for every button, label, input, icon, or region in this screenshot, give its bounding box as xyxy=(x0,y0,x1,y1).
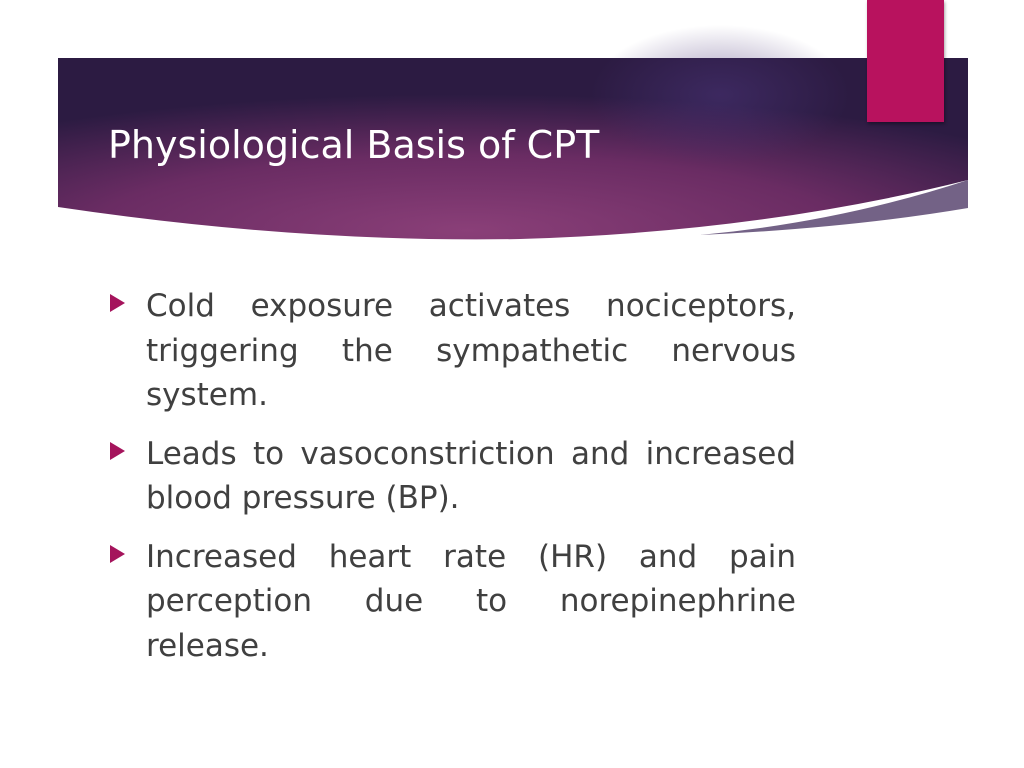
triangle-right-icon xyxy=(110,294,125,312)
banner-glow xyxy=(590,25,850,165)
slide-title: Physiological Basis of CPT xyxy=(108,123,600,167)
bullet-list xyxy=(108,284,796,682)
triangle-right-icon xyxy=(110,442,125,460)
triangle-right-icon xyxy=(110,545,125,563)
bullet-item xyxy=(108,432,796,521)
accent-tab xyxy=(867,0,944,122)
bullet-item xyxy=(108,535,796,669)
bullet-item xyxy=(108,284,796,418)
bullet-text: Increased heart rate (HR) and pain perception due to norepinephrine release. xyxy=(146,538,796,664)
bullet-text: Cold exposure activates nociceptors, triggering the sympathetic nervous system. xyxy=(146,288,796,413)
bullet-text: Leads to vasoconstriction and increased blood pressure (BP). xyxy=(146,435,796,516)
